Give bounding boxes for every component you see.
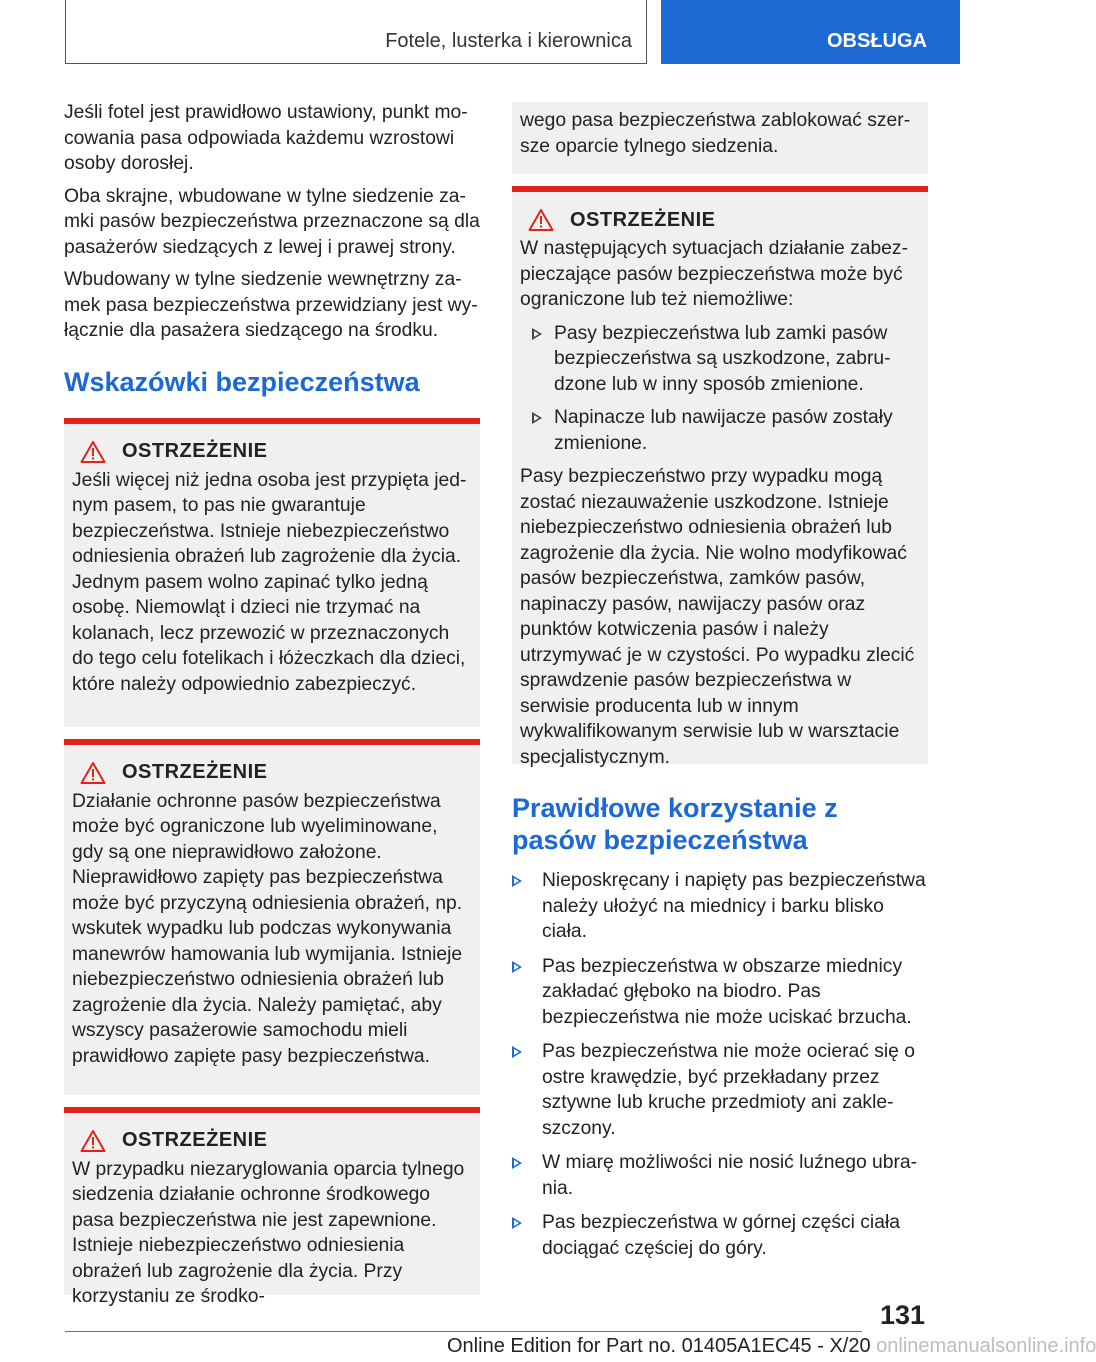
list-item [512, 1210, 928, 1261]
warning-box [512, 186, 928, 768]
warning-triangle-icon [80, 1129, 106, 1153]
warning-outro: Pasy bezpieczeństwo przy wypadku mogą zostać niezauważenie uszkodzone. Istnieje niebezpieczeństwo odniesienia obrażeń lub zagrożenie dla życia. Nie wolno modyfikować pasów bezpieczeństwa, zamków pasów, napinaczy pasów, nawijaczy pasów oraz punktów kotwiczenia pasów i należy utrzymywać je w czystości. Po wypadku zlecić sprawdzenie pasów bezpieczeństwa w serwisie producenta lub w innym wykwalifikowanym serwisie lub w warsztacie specjalistycznym. [520, 466, 915, 768]
warning-title: OSTRZEŻENIE [122, 440, 268, 462]
bullet-triangle-icon [512, 875, 522, 887]
warning-header [80, 761, 472, 785]
warning-box [64, 1107, 480, 1307]
bullet-triangle-icon [512, 1217, 522, 1229]
warning-header [528, 208, 920, 232]
watermark[interactable]: onlinemanualsonline.info [876, 1335, 1096, 1357]
right-column [512, 102, 928, 1270]
bullet-triangle-icon [532, 328, 542, 340]
list-item-text: Nieposkręcany i napięty pas bezpieczeństwa należy ułożyć na miednicy i barku blisko ciała. [542, 870, 926, 942]
footer [447, 1335, 1096, 1358]
warning-triangle-icon [80, 761, 106, 785]
warning-text: W przypadku niezaryglowania oparcia tylnego siedzenia działanie ochronne środkowego pasa bezpieczeństwa nie jest zapewnione. Istnieje niebezpieczeństwo odniesienia obrażeń lub zagrożenie dla życia. Przy korzystaniu ze środko- [72, 1158, 465, 1307]
section-heading-safety: Wskazówki bezpieczeństwa [64, 366, 420, 397]
left-column [64, 100, 480, 1307]
list-item-text: Pas bezpieczeństwa nie może ocierać się o ostre krawędzie, być przekładany przez sztywne lub kruche przedmioty ani zakleszczony. [542, 1041, 915, 1139]
edition-text: Online Edition for Part no. 01405A1EC45 - X/20 [447, 1335, 871, 1357]
warning-intro: W następujących sytuacjach działanie zabezpieczające pasów bezpieczeństwa może być ograniczone lub też niemożliwe: [520, 238, 908, 310]
section-tab[interactable] [661, 0, 960, 64]
paragraph: Jeśli fotel jest prawidłowo ustawiony, punkt mocowania pasa odpowiada każdemu wzrostowi osoby dorosłej. [64, 102, 468, 174]
list-item-text: Pas bezpieczeństwa w obszarze miednicy zakładać głęboko na biodro. Pas bezpieczeństwa nie może uciskać brzucha. [542, 955, 912, 1028]
footer-divider [65, 1331, 862, 1332]
list-item-text: Napinacze lub nawijacze pasów zostały zmienione. [554, 407, 893, 454]
list-item-text: Pas bezpieczeństwa w górnej części ciała dociągać częściej do góry. [542, 1212, 900, 1259]
list-item [512, 868, 928, 945]
warning-title: OSTRZEŻENIE [122, 761, 268, 783]
warning-box [64, 418, 480, 727]
chapter-header [65, 0, 647, 64]
warning-text: Działanie ochronne pasów bezpieczeństwa może być ograniczone lub wyeliminowane, gdy są one nieprawidłowo założone. Nieprawidłowo zapięty pas bezpieczeństwa może być przyczyną odniesienia obrażeń, np. wskutek wypadku lub podczas wykonywania manewrów hamowania lub wymijania. Istnieje niebezpieczeństwo odniesienia obrażeń lub zagrożenie dla życia. Należy pamiętać, aby wszyscy pasażerowie samochodu mieli prawidłowo zapięte pasy bezpieczeństwa. [72, 790, 463, 1067]
list-item-text: Pasy bezpieczeństwa lub zamki pasów bezpieczeństwa są uszkodzone, zabrudzone lub w inny sposób zmienione. [554, 322, 891, 395]
warning-box [64, 739, 480, 1095]
list-item [512, 1039, 928, 1141]
list-item-text: W miarę możliwości nie nosić luźnego ubrania. [542, 1152, 918, 1199]
continued-box [512, 102, 928, 174]
warning-header [80, 1129, 472, 1153]
bullet-triangle-icon [512, 1046, 522, 1058]
usage-list [512, 868, 928, 1261]
list-item [520, 321, 920, 398]
warning-triangle-icon [528, 208, 554, 232]
chapter-title: Fotele, lusterka i kierownica [385, 30, 632, 52]
list-item [512, 954, 928, 1031]
list-item [520, 405, 920, 456]
warning-title: OSTRZEŻENIE [570, 208, 716, 231]
warning-title: OSTRZEŻENIE [122, 1129, 268, 1151]
warning-text: Jeśli więcej niż jedna osoba jest przypięta jednym pasem, to pas nie gwarantuje bezpieczeństwa. Istnieje niebezpieczeństwo odniesienia obrażeń lub zagrożenie dla życia. Jednym pasem wolno zapinać tylko jedną osobę. Niemowląt i dzieci nie trzymać na kolanach, lecz przewozić w przeznaczonych do tego celu fotelikach i łóżeczkach dla dzieci, które należy odpowiednio zabezpieczyć. [72, 469, 467, 695]
section-tab-label: OBSŁUGA [827, 30, 927, 52]
bullet-triangle-icon [512, 961, 522, 973]
continued-text: wego pasa bezpieczeństwa zablokować szersze oparcie tylnego siedzenia. [520, 110, 911, 157]
paragraph: Wbudowany w tylne siedzenie wewnętrzny zamek pasa bezpieczeństwa przewidziany jest wyłącznie dla pasażera siedzącego na środku. [64, 269, 478, 341]
list-item [512, 1150, 928, 1201]
warning-header [80, 440, 472, 464]
bullet-triangle-icon [532, 412, 542, 424]
warning-triangle-icon [80, 440, 106, 464]
page-number: 131 [880, 1300, 926, 1330]
paragraph: Oba skrajne, wbudowane w tylne siedzenie zamki pasów bezpieczeństwa przeznaczone są dla pasażerów siedzących z lewej i prawej strony. [64, 185, 480, 258]
section-heading-proper-use: Prawidłowe korzystanie z pasów bezpieczeństwa [512, 793, 838, 855]
bullet-triangle-icon [512, 1157, 522, 1169]
warning-list [520, 321, 920, 457]
